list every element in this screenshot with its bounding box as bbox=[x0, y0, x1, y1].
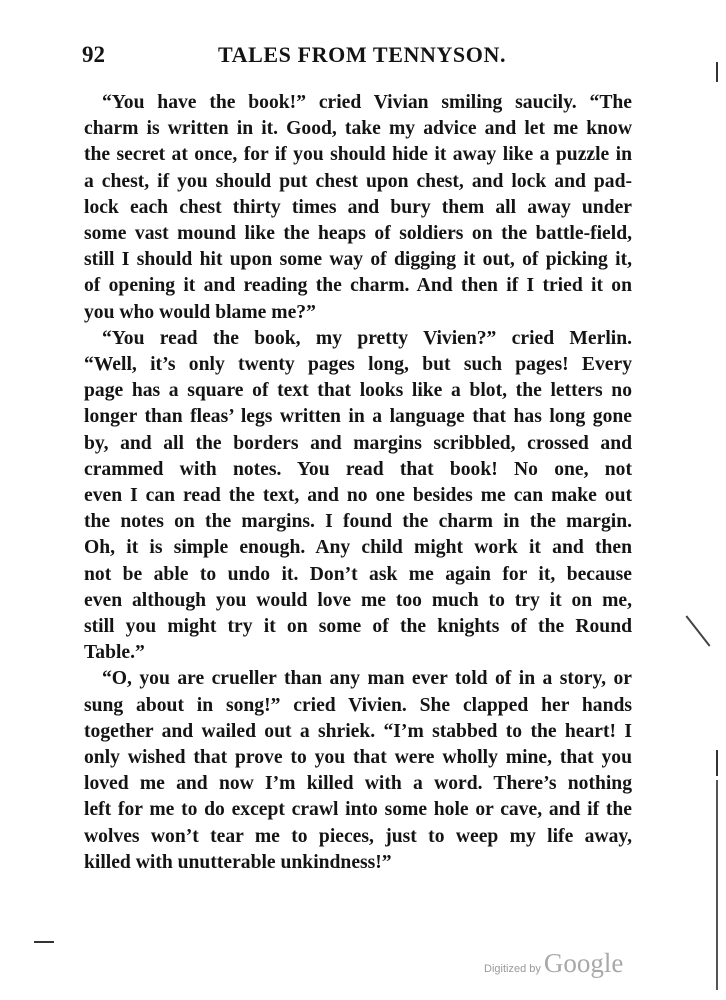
text-line: the notes on the margins. I found the charm in the margin. bbox=[84, 511, 632, 533]
text-line: “Well, it’s only twenty pages long, but such pages! Every bbox=[84, 354, 632, 376]
body-text bbox=[84, 90, 632, 876]
book-title: TALES FROM TENNYSON. bbox=[218, 42, 507, 67]
text-line: of opening it and reading the charm. And then if I tried it on bbox=[84, 275, 632, 297]
digitized-watermark bbox=[484, 948, 623, 984]
text-line: still you might try it on some of the knights of the Round bbox=[84, 616, 632, 638]
text-line: “O, you are crueller than any man ever told of in a story, or bbox=[102, 668, 632, 690]
running-head bbox=[82, 42, 642, 78]
text-line: even although you would love me too much to try it on me, bbox=[84, 589, 632, 611]
text-line: even I can read the text, and no one besides me can make out bbox=[84, 485, 632, 507]
text-line: still I should hit upon some way of digging it out, of picking it, bbox=[84, 249, 632, 271]
text-line: by, and all the borders and margins scribbled, crossed and bbox=[84, 432, 632, 454]
text-line: Table.” bbox=[84, 642, 145, 664]
text-line: page has a square of text that looks like a blot, the letters no bbox=[84, 380, 632, 402]
text-line: Oh, it is simple enough. Any child might work it and then bbox=[84, 537, 632, 559]
margin-tick bbox=[716, 62, 718, 82]
margin-slash-mark bbox=[686, 615, 711, 646]
text-line: “You read the book, my pretty Vivien?” cried Merlin. bbox=[102, 327, 632, 349]
text-line: longer than fleas’ legs written in a language that has long gone bbox=[84, 406, 632, 428]
text-line: the secret at once, for if you should hide it away like a puzzle in bbox=[84, 144, 632, 166]
page-number: 92 bbox=[82, 42, 105, 67]
text-line: left for me to do except crawl into some hole or cave, and if the bbox=[84, 799, 632, 821]
text-line: a chest, if you should put chest upon chest, and lock and pad- bbox=[84, 170, 632, 192]
watermark-prefix: Digitized by bbox=[484, 963, 541, 975]
text-line: killed with unutterable unkindness!” bbox=[84, 851, 392, 873]
text-line: only wished that prove to you that were wholly mine, that you bbox=[84, 747, 632, 769]
text-line: not be able to undo it. Don’t ask me again for it, because bbox=[84, 563, 632, 585]
text-line: charm is written in it. Good, take my advice and let me know bbox=[84, 118, 632, 140]
text-line: wolves won’t tear me to pieces, just to weep my life away, bbox=[84, 825, 632, 847]
text-line: “You have the book!” cried Vivian smiling saucily. “The bbox=[102, 92, 632, 113]
text-line: together and wailed out a shriek. “I’m stabbed to the heart! I bbox=[84, 720, 632, 742]
text-line: you who would blame me?” bbox=[84, 301, 316, 323]
page-edge-line bbox=[716, 780, 718, 990]
text-line: crammed with notes. You read that book! No one, not bbox=[84, 458, 632, 480]
text-line: loved me and now I’m killed with a word. There’s nothing bbox=[84, 773, 632, 795]
text-line: sung about in song!” cried Vivien. She clapped her hands bbox=[84, 694, 632, 716]
text-line: lock each chest thirty times and bury them all away under bbox=[84, 196, 632, 218]
margin-dash bbox=[34, 941, 54, 943]
text-line: some vast mound like the heaps of soldiers on the battle-field, bbox=[84, 223, 632, 245]
watermark-brand: Google bbox=[543, 948, 624, 978]
margin-tick bbox=[716, 750, 718, 776]
